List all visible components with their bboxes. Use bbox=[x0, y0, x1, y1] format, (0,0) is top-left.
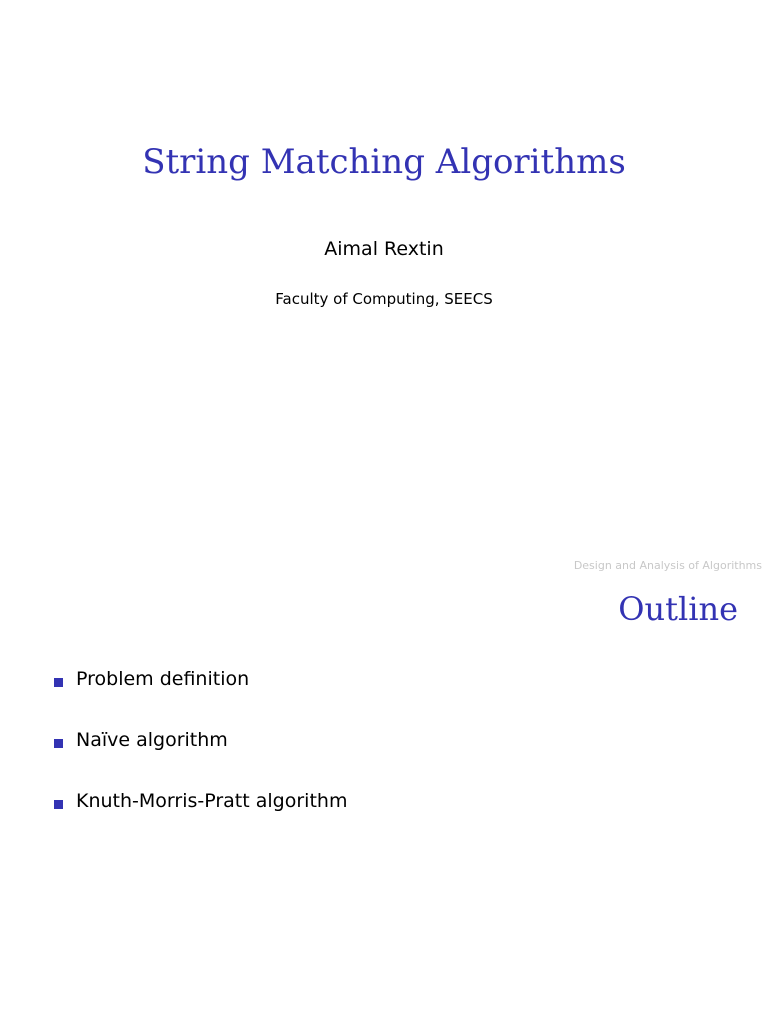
outline-title: Outline bbox=[618, 590, 738, 628]
outline-item-label: Naïve algorithm bbox=[76, 729, 228, 751]
institute: Faculty of Computing, SEECS bbox=[275, 290, 493, 308]
author-name: Aimal Rextin bbox=[324, 238, 444, 260]
outline-item-label: Problem definition bbox=[76, 668, 250, 690]
course-footer: Design and Analysis of Algorithms bbox=[573, 559, 762, 572]
square-bullet-icon bbox=[54, 678, 63, 687]
square-bullet-icon bbox=[54, 800, 63, 809]
outline-item-label: Knuth-Morris-Pratt algorithm bbox=[76, 790, 348, 812]
square-bullet-icon bbox=[54, 739, 63, 748]
page-title: String Matching Algorithms bbox=[142, 142, 626, 182]
